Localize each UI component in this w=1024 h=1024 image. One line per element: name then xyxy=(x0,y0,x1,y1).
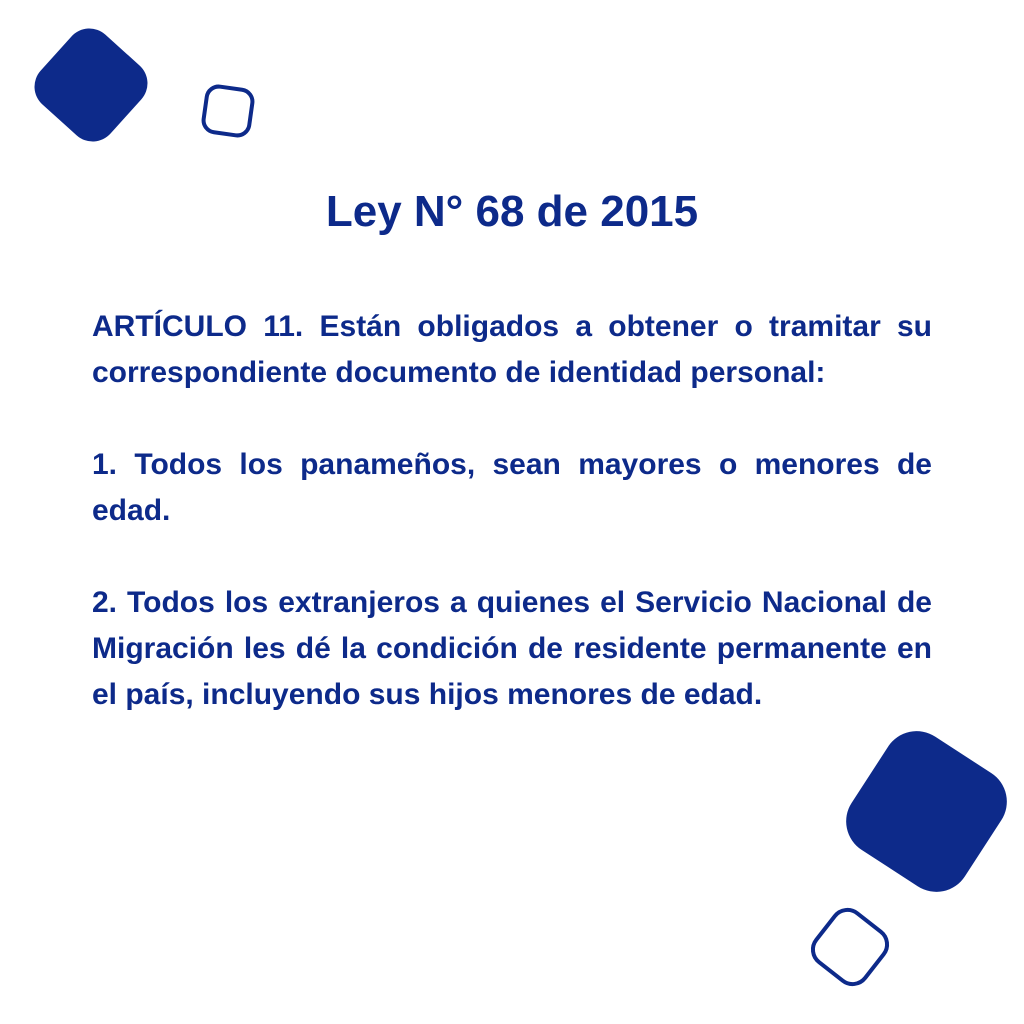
list-item: 2. Todos los extranjeros a quienes el Servicio Nacional de Migración les dé la condición de residente permanente en el país, incluyendo sus hijos menores de edad. xyxy=(92,586,932,711)
decorative-filled-square-bottom-right xyxy=(833,718,1020,905)
article-intro: ARTÍCULO 11. Están obligados a obtener o tramitar su correspondiente documento de identidad personal: xyxy=(92,310,932,389)
page-title: Ley N° 68 de 2015 xyxy=(325,187,699,236)
decorative-outline-square-bottom-right xyxy=(804,901,897,994)
decorative-outline-square-top-left xyxy=(200,83,256,139)
article-body xyxy=(92,304,932,718)
decorative-filled-square-top-left xyxy=(25,19,158,152)
list-item: 1. Todos los panameños, sean mayores o menores de edad. xyxy=(92,448,932,527)
